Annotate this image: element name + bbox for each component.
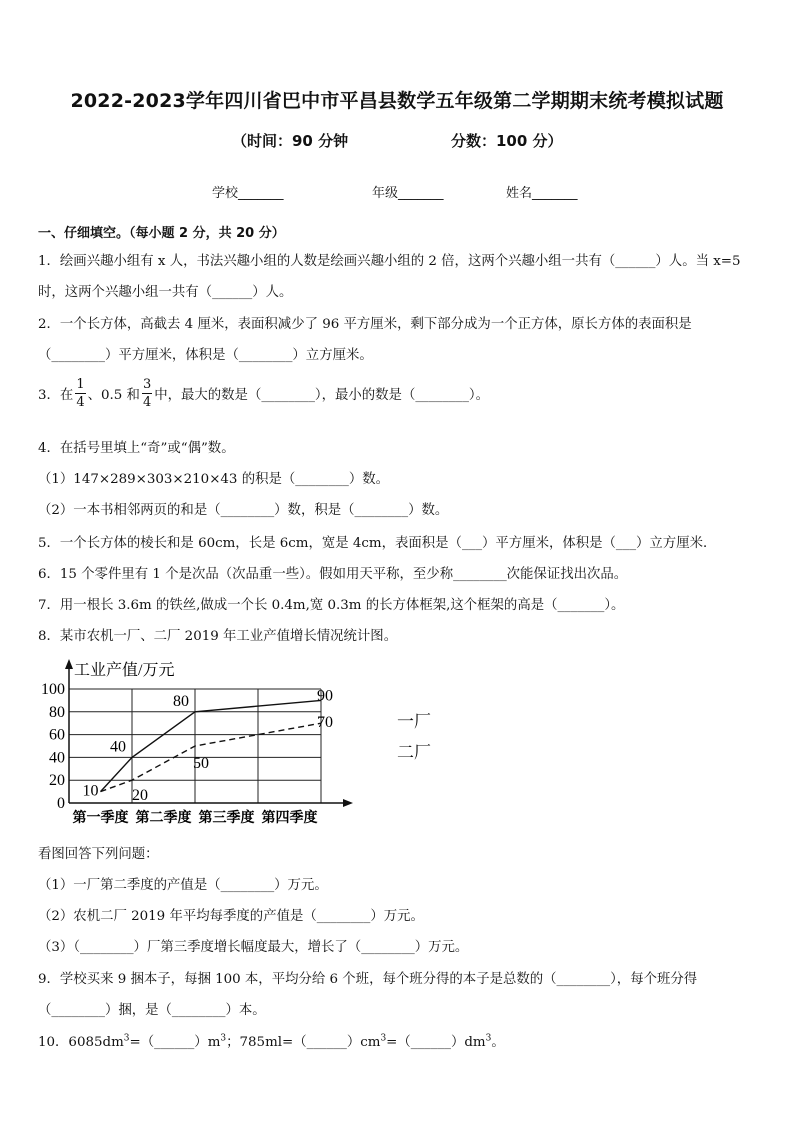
x-tick-label: 第一季度 [72,810,129,826]
data-label: 90 [317,687,333,705]
y-tick-label: 20 [49,772,65,790]
data-label: 50 [193,755,209,772]
y-tick-label: 40 [49,749,65,767]
x-tick-label: 第四季度 [261,810,318,826]
line-chart [30,655,390,837]
q5-line: 5．一个长方体的棱长和是 60cm，长是 6cm，宽是 4cm，表面积是（___）平方厘米，体积是（___）立方厘米． [38,536,717,551]
q2-line1: 2．一个长方体，高截去 4 厘米，表面积减少了 96 平方厘米，剩下部分成为一个正方体，原长方体的表面积是 [38,317,692,332]
q4-part1: （1）147×289×303×210×43 的积是（________）数。 [38,472,390,487]
q3-middle: 、0.5 和 [87,388,140,403]
chart-series [101,700,322,791]
exam-time: （时间：90 分钟 [232,132,349,150]
y-axis-label: 工业产值/万元 [74,662,175,679]
q3-line [38,378,489,409]
y-tick-label: 100 [41,681,65,698]
data-label: 70 [317,714,333,732]
x-axis-arrow [343,799,353,807]
y-tick-label: 80 [49,703,65,721]
legend-factory-two: 二厂 [397,743,431,763]
q4-part2: （2）一本书相邻两页的和是（________）数，积是（________）数。 [38,503,449,518]
q6-line: 6．15 个零件里有 1 个是次品（次品重一些）。假如用天平称，至少称________次能保证找出次品。 [38,567,628,582]
page-title: 2022-2023学年四川省巴中市平昌县数学五年级第二学期期末统考模拟试题 [70,90,724,112]
q2-line2: （________）平方厘米，体积是（________）立方厘米。 [38,348,373,363]
exam-score: 分数：100 分） [451,132,563,150]
q7-line: 7．用一根长 3.6m 的铁丝,做成一个长 0.4m,宽 0.3m 的长方体框架,这个框架的高是（_______）。 [38,598,625,613]
q1-line2: 时，这两个兴趣小组一共有（______）人。 [38,285,293,300]
data-label: 10 [82,782,99,800]
q9-line2: （________）捆，是（________）本。 [38,1003,266,1018]
grade-field: 年级_______ [372,186,444,201]
name-field: 姓名_______ [506,186,578,201]
x-tick-label: 第三季度 [198,810,255,826]
chart-axes [65,659,353,807]
x-tick-label: 第二季度 [135,810,192,826]
q1-line1: 1．绘画兴趣小组有 x 人，书法兴趣小组的人数是绘画兴趣小组的 2 倍，这两个兴趣小组一共有（______）人。当 x=5 [38,254,741,269]
q8-part2: （2）农机二厂 2019 年平均每季度的产值是（________）万元。 [38,909,424,924]
data-label: 20 [132,787,148,805]
series-line-1 [101,700,322,791]
q8-part3: （3）（________）厂第三季度增长幅度最大，增长了（________）万元。 [38,940,469,955]
q8-part1: （1）一厂第二季度的产值是（________）万元。 [38,878,328,893]
fraction-three-quarters: $\frac{3}{4}$ [142,377,152,410]
section-heading: 一、仔细填空。（每小题 2 分，共 20 分） [38,226,285,241]
q3-suffix: 中，最大的数是（________），最小的数是（________）。 [154,388,489,403]
data-label: 40 [110,738,126,756]
legend-factory-one: 一厂 [397,712,431,732]
y-axis-arrow [65,659,73,669]
data-label: 80 [173,692,189,710]
q10-line: 10．$6085dm^3=(\_\_\_\_\_\_)m^3$；$785ml=(\_\_\_\_\_\_)cm^3=(\_\_\_\_\_\_)dm^3$。 [38,1033,505,1050]
q3-prefix: 3．在 [38,388,74,403]
school-field: 学校_______ [212,186,284,201]
y-tick-label: 60 [49,726,65,744]
q4-stem: 4．在括号里填上“奇”或“偶”数。 [38,441,235,456]
q8-stem: 8．某市农机一厂、二厂 2019 年工业产值增长情况统计图。 [38,629,398,644]
q9-line1: 9．学校买来 9 捆本子，每捆 100 本，平均分给 6 个班，每个班分得的本子是总数的（________），每个班分得 [38,972,698,987]
q8-instruction: 看图回答下列问题： [38,847,159,862]
fraction-one-quarter: $\frac{1}{4}$ [76,377,85,410]
y-tick-label: 0 [57,795,65,812]
